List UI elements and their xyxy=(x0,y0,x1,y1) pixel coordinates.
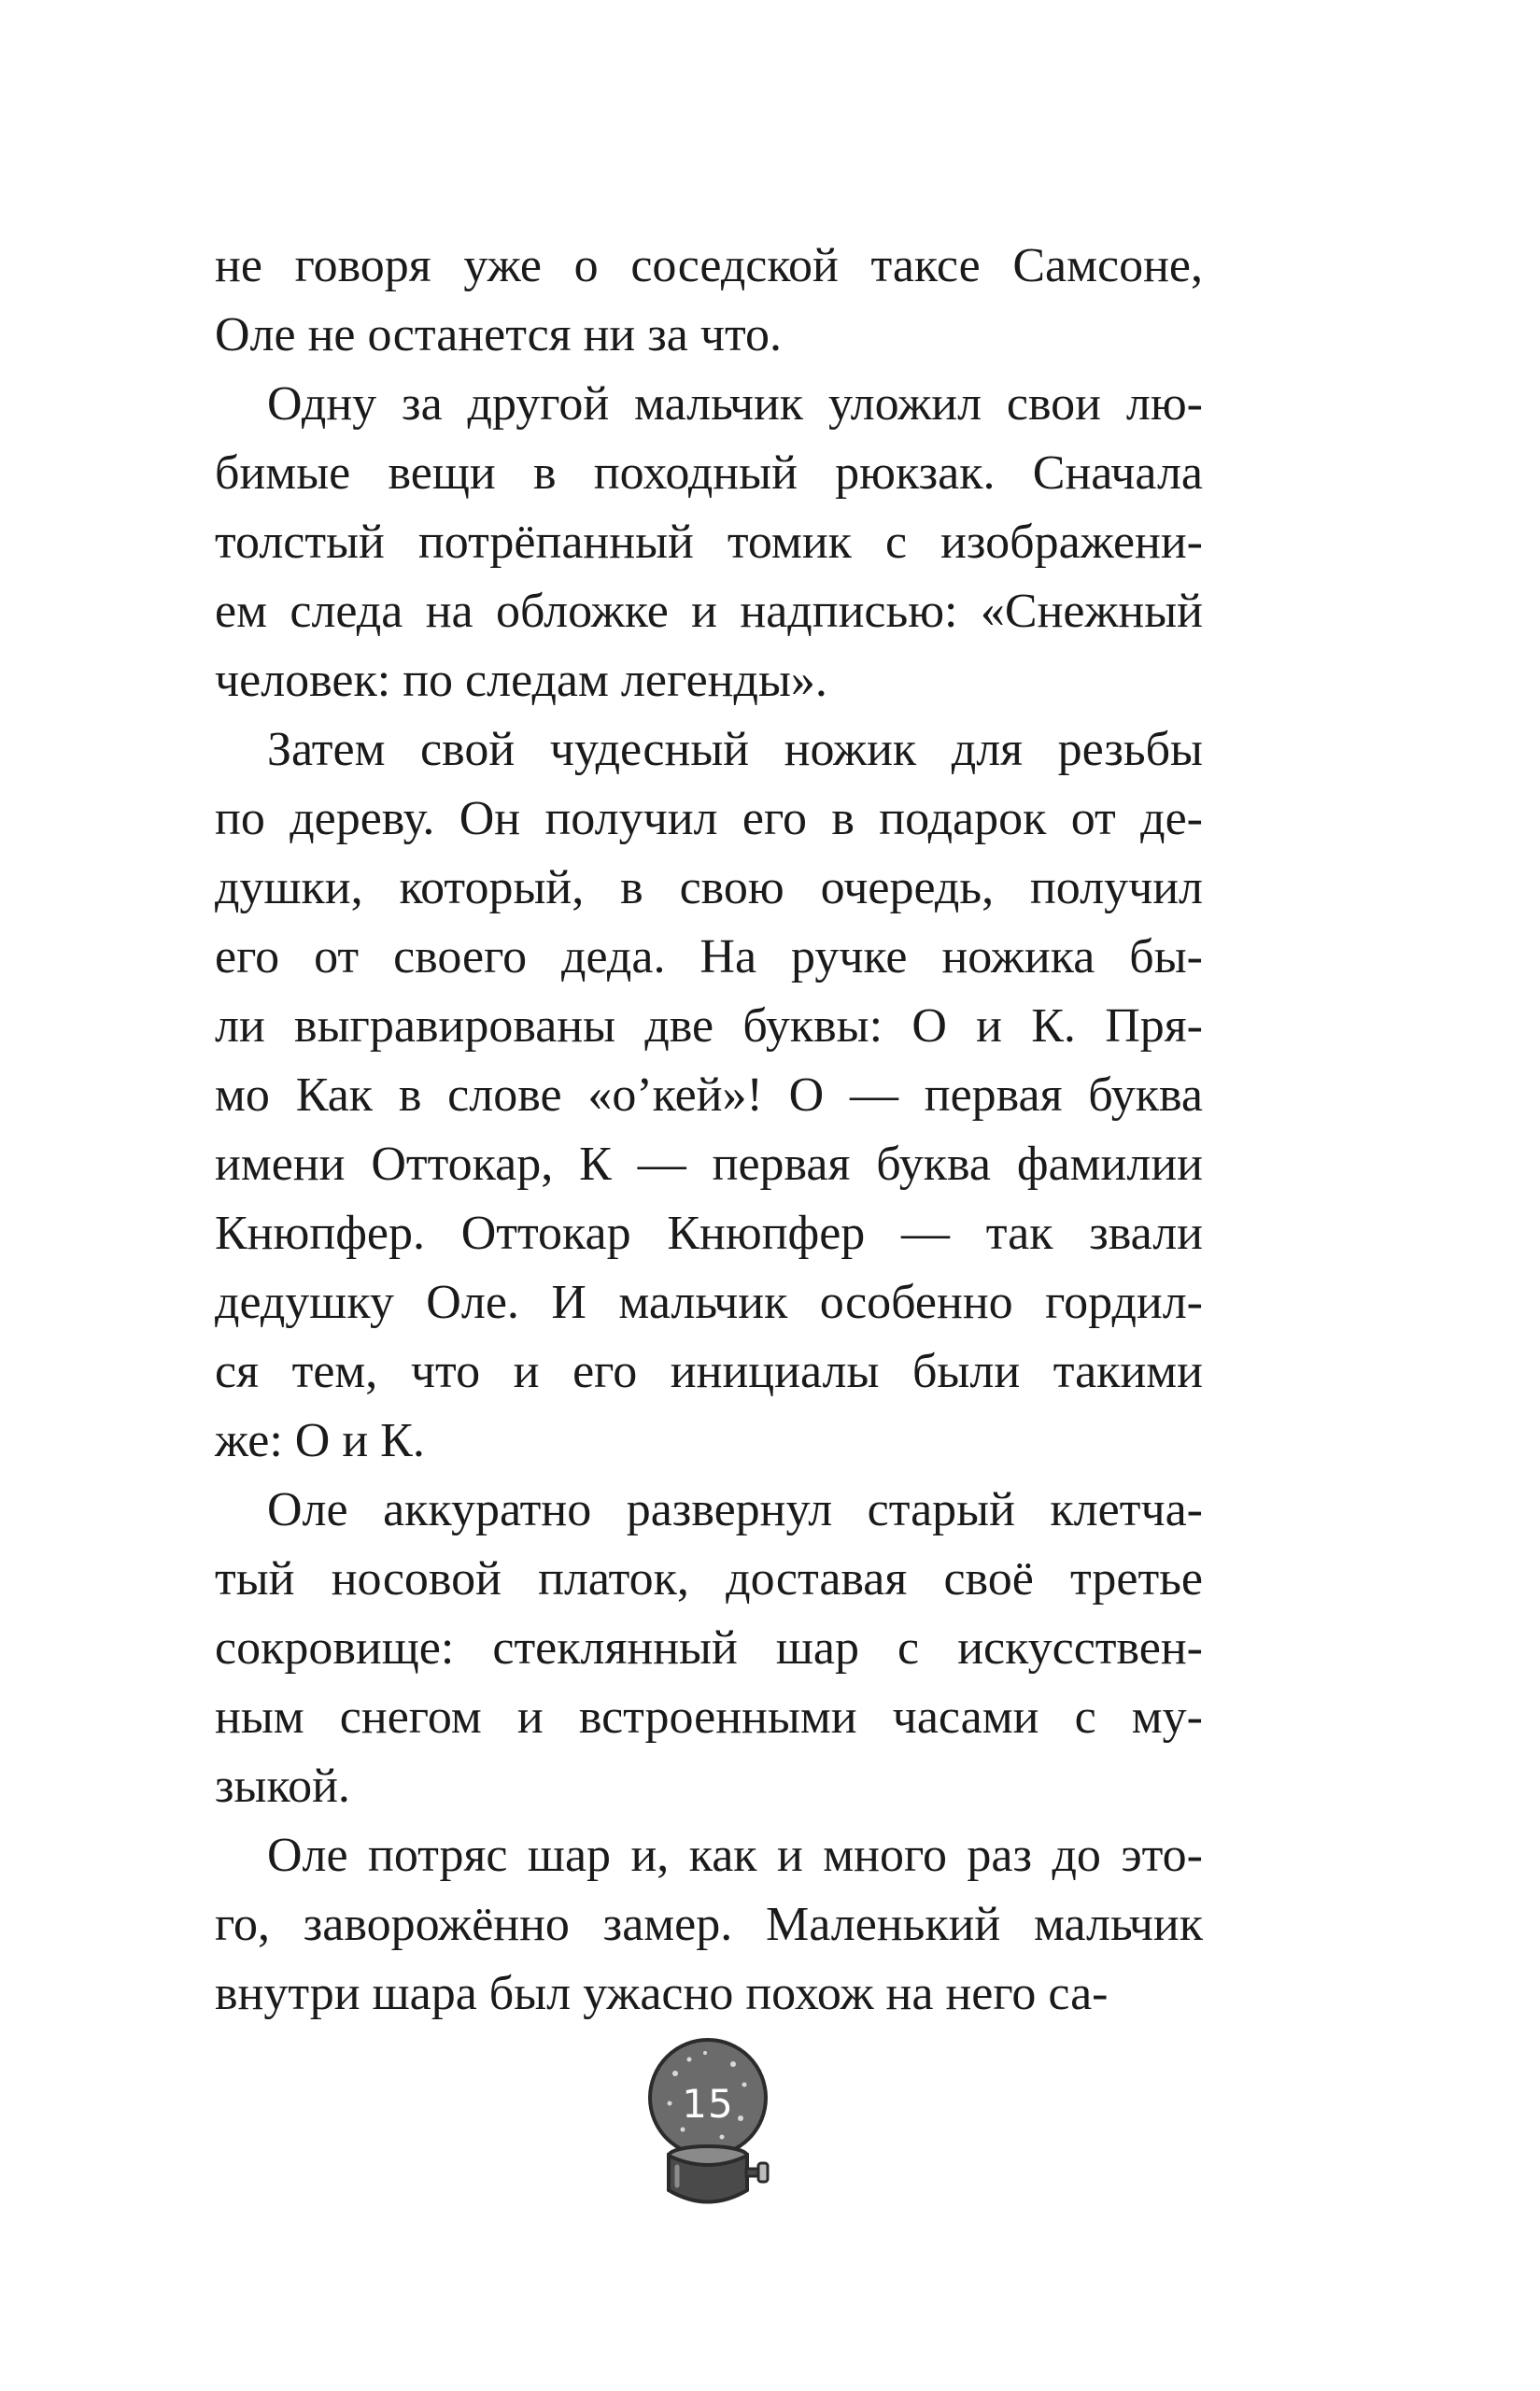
text-line: ся тем, что и его инициалы были такими xyxy=(215,1345,1203,1398)
text-line: ем следа на обложке и надписью: «Снежный xyxy=(215,585,1203,638)
snow-globe-icon xyxy=(647,2036,787,2218)
text-line: Оле потряс шар и, как и много раз до это- xyxy=(267,1829,1203,1882)
text-line: бимые вещи в походный рюкзак. Сначала xyxy=(215,446,1203,500)
text-line: Затем свой чудесный ножик для резьбы xyxy=(267,723,1203,776)
text-line: душки, который, в свою очередь, получил xyxy=(215,861,1203,914)
page-text xyxy=(215,232,1203,2029)
text-line: человек: по следам легенды». xyxy=(215,654,827,707)
text-line: ли выгравированы две буквы: О и К. Пря- xyxy=(215,999,1203,1053)
text-line: толстый потрёпанный томик с изображени- xyxy=(215,516,1203,569)
text-line: тый носовой платок, доставая своё третье xyxy=(215,1552,1203,1606)
text-line: не говоря уже о соседской таксе Самсоне, xyxy=(215,239,1203,292)
text-line: сокровище: стеклянный шар с искусствен- xyxy=(215,1621,1203,1675)
text-line: его от своего деда. На ручке ножика бы- xyxy=(215,930,1203,983)
text-line: же: О и К. xyxy=(215,1414,425,1467)
text-line: ным снегом и встроенными часами с му- xyxy=(215,1691,1203,1744)
text-line: зыкой. xyxy=(215,1760,350,1813)
text-line: Кнюпфер. Оттокар Кнюпфер — так звали xyxy=(215,1207,1203,1260)
page-number: 15 xyxy=(682,2081,734,2127)
text-line: Оле не останется ни за что. xyxy=(215,308,783,361)
text-line: имени Оттокар, К — первая буква фамилии xyxy=(215,1138,1203,1191)
page-number-ornament xyxy=(647,2036,787,2218)
text-line: мо Как в слове «о’кей»! О — первая буква xyxy=(215,1068,1203,1122)
text-line: внутри шара был ужасно похож на него са- xyxy=(215,1967,1109,2020)
text-line: дедушку Оле. И мальчик особенно гордил- xyxy=(215,1276,1203,1329)
text-line: Одну за другой мальчик уложил свои лю- xyxy=(267,377,1203,431)
text-line: по дереву. Он получил его в подарок от де- xyxy=(215,792,1203,845)
text-line: го, заворожённо замер. Маленький мальчик xyxy=(215,1898,1203,1951)
text-line: Оле аккуратно развернул старый клетча- xyxy=(267,1483,1203,1536)
